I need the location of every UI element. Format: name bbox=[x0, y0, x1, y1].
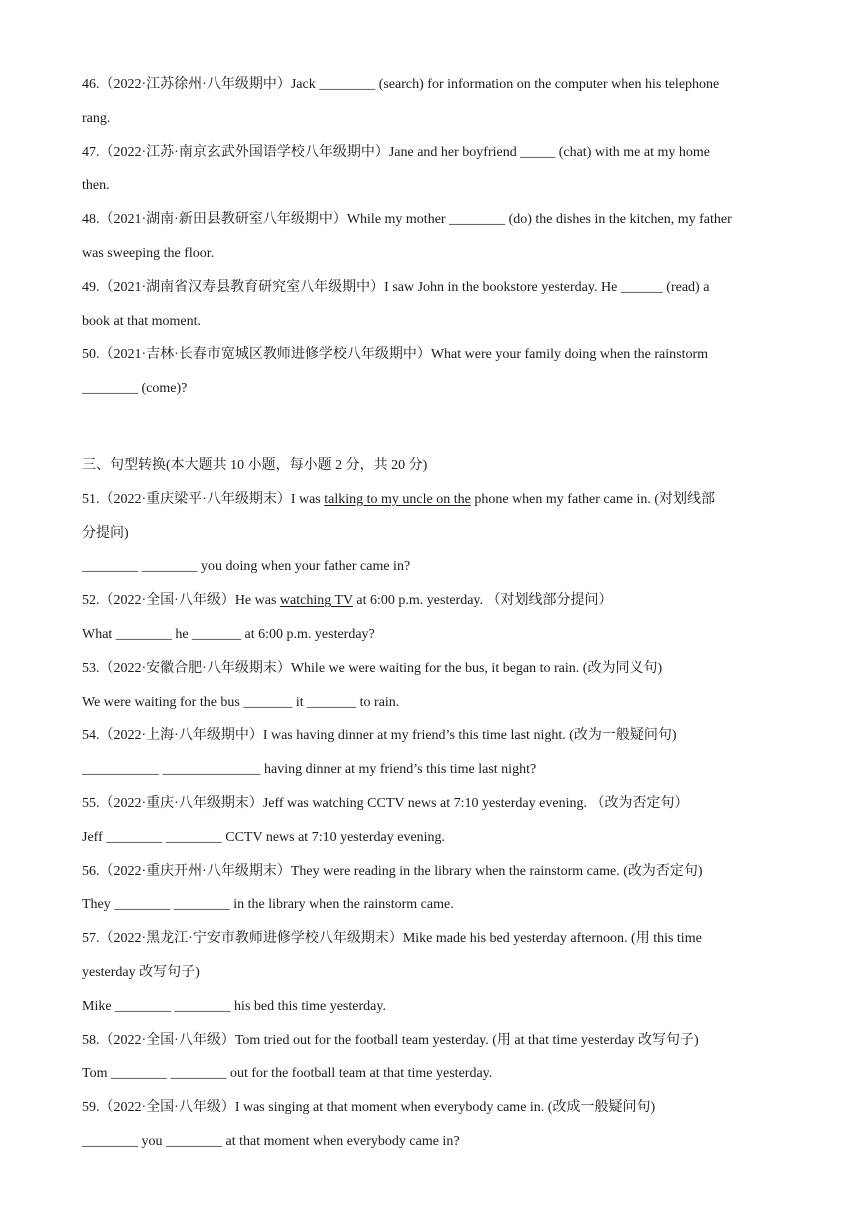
question-51 bbox=[82, 483, 782, 584]
question-52 bbox=[82, 584, 782, 652]
question-text: 55.（2022·重庆·八年级期末）Jeff was watching CCTV news at 7:10 yesterday evening. （改为否定句） bbox=[82, 795, 689, 811]
question-48 bbox=[82, 203, 782, 271]
question-text: 53.（2022·安徽合肥·八年级期末）While we were waiting for the bus, it began to rain. (改为同义句) bbox=[82, 660, 663, 676]
question-text bbox=[82, 483, 782, 517]
question-suffix: phone when my father came in. (对划线部 bbox=[470, 491, 716, 507]
question-text: was sweeping the floor. bbox=[82, 245, 215, 261]
section-spacer bbox=[82, 406, 782, 449]
question-text: 46.（2022·江苏徐州·八年级期中）Jack ________ (search) for information on the computer when his telephone bbox=[82, 77, 720, 92]
question-50 bbox=[82, 338, 782, 406]
worksheet-page bbox=[82, 68, 782, 1159]
answer-line: They ________ ________ in the library when the rainstorm came. bbox=[82, 897, 454, 913]
answer-line: ________ you ________ at that moment when everybody came in? bbox=[82, 1133, 460, 1149]
question-54 bbox=[82, 719, 782, 787]
question-47 bbox=[82, 136, 782, 204]
question-prefix: 52.（2022·全国·八年级）He was bbox=[82, 593, 280, 609]
answer-line: Mike ________ ________ his bed this time yesterday. bbox=[82, 998, 386, 1014]
question-text: 57.（2022·黑龙江·宁安市教师进修学校八年级期末）Mike made his bed yesterday afternoon. (用 this time bbox=[82, 931, 702, 947]
question-49 bbox=[82, 271, 782, 339]
question-text: ________ (come)? bbox=[82, 381, 188, 397]
question-text: 50.（2021·吉林·长春市宽城区教师进修学校八年级期中）What were your family doing when the rainstorm bbox=[82, 347, 709, 363]
question-text: 49.（2021·湖南省汉寿县教育研究室八年级期中）I saw John in the bookstore yesterday. He ______ (read) a bbox=[82, 279, 710, 295]
answer-line: We were waiting for the bus _______ it _______ to rain. bbox=[82, 694, 400, 710]
question-text: 56.（2022·重庆开州·八年级期末）They were reading in the library when the rainstorm came. (改为否定句) bbox=[82, 863, 703, 879]
question-text: 58.（2022·全国·八年级）Tom tried out for the football team yesterday. (用 at that time yesterday 改写句子) bbox=[82, 1032, 699, 1048]
question-text: 54.（2022·上海·八年级期中）I was having dinner at my friend’s this time last night. (改为一般疑问句) bbox=[82, 728, 677, 744]
question-text: 59.（2022·全国·八年级）I was singing at that moment when everybody came in. (改成一般疑问句) bbox=[82, 1100, 656, 1116]
question-56 bbox=[82, 855, 782, 923]
question-46 bbox=[82, 68, 782, 136]
answer-line: Tom ________ ________ out for the football team at that time yesterday. bbox=[82, 1066, 493, 1082]
answer-line: ________ ________ you doing when your father came in? bbox=[82, 559, 411, 575]
question-text: 分提问) bbox=[82, 525, 129, 541]
answer-line: ___________ ______________ having dinner at my friend’s this time last night? bbox=[82, 762, 537, 778]
question-text: rang. bbox=[82, 110, 111, 126]
question-suffix: at 6:00 p.m. yesterday. （对划线部分提问） bbox=[352, 593, 613, 609]
question-text: 47.（2022·江苏·南京玄武外国语学校八年级期中）Jane and her boyfriend _____ (chat) with me at my home bbox=[82, 144, 710, 160]
question-58 bbox=[82, 1024, 782, 1092]
question-55 bbox=[82, 787, 782, 855]
answer-line: Jeff ________ ________ CCTV news at 7:10 yesterday evening. bbox=[82, 829, 446, 845]
underlined-phrase: watching TV bbox=[279, 593, 353, 609]
question-text: yesterday 改写句子) bbox=[82, 964, 200, 980]
section-heading: 三、句型转换(本大题共 10 小题，每小题 2 分，共 20 分) bbox=[82, 457, 428, 473]
question-57 bbox=[82, 922, 782, 1023]
question-text: 48.（2021·湖南·新田县教研室八年级期中）While my mother ________ (do) the dishes in the kitchen, my father bbox=[82, 212, 732, 228]
question-53 bbox=[82, 652, 782, 720]
question-text bbox=[82, 584, 782, 618]
underlined-phrase: talking to my uncle on the bbox=[324, 491, 471, 507]
question-text: then. bbox=[82, 178, 110, 194]
answer-line: What ________ he _______ at 6:00 p.m. yesterday? bbox=[82, 626, 375, 642]
question-prefix: 51.（2022·重庆梁平·八年级期末）I was bbox=[82, 491, 325, 507]
question-59 bbox=[82, 1091, 782, 1159]
question-text: book at that moment. bbox=[82, 313, 201, 329]
